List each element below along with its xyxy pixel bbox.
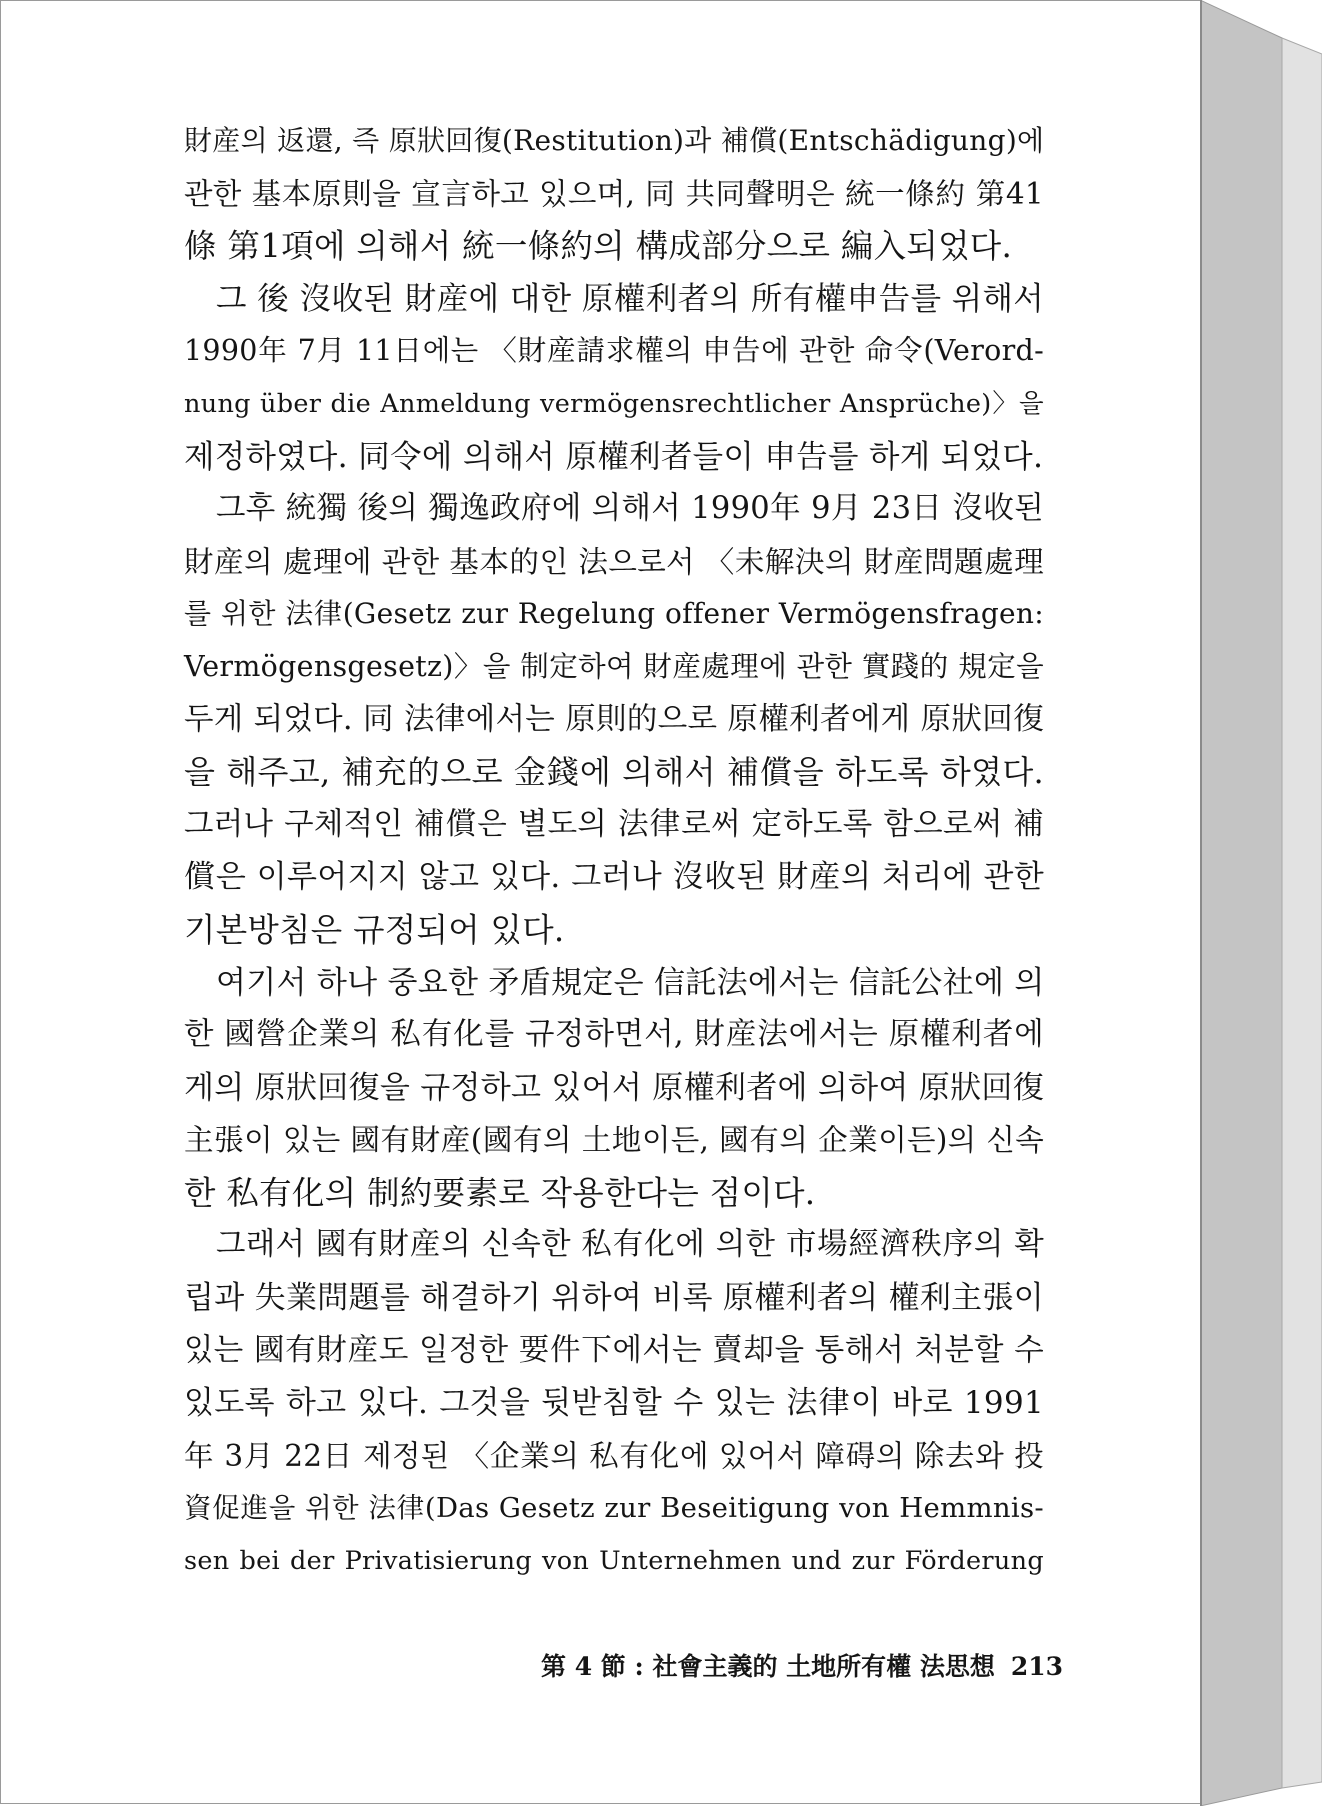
text-line: 있는 國有財産도 일정한 要件下에서는 賣却을 통해서 처분할 수 <box>184 1332 1044 1368</box>
text-line: 두게 되었다. 同 法律에서는 原則的으로 原權利者에게 原狀回復 <box>184 701 1044 737</box>
paragraph <box>184 957 1044 1220</box>
paragraph <box>184 483 1044 956</box>
text-line: 기본방침은 규정되어 있다. <box>184 910 565 949</box>
text-line: 主張이 있는 國有財産(國有의 土地이든, 國有의 企業이든)의 신속 <box>184 1123 1044 1158</box>
text-line: 한 國營企業의 私有化를 규정하면서, 財産法에서는 原權利者에 <box>184 1017 1044 1053</box>
text-line: 그래서 國有財産의 신속한 私有化에 의한 市場經濟秩序의 확 <box>216 1227 1044 1263</box>
text-line: 관한 基本原則을 宣言하고 있으며, 同 共同聲明은 統一條約 第41 <box>184 176 1044 211</box>
text-line: 年 3月 22日 제정된 〈企業의 私有化에 있어서 障碍의 除去와 投 <box>184 1438 1044 1473</box>
text-line: 립과 失業問題를 해결하기 위하여 비록 原權利者의 權利主張이 <box>184 1280 1044 1317</box>
paragraph <box>184 115 1044 273</box>
text-line: 있도록 하고 있다. 그것을 뒷받침할 수 있는 法律이 바로 1991 <box>184 1385 1044 1422</box>
text-line: 財産의 處理에 관한 基本的인 法으로서 〈未解決의 財産問題處理 <box>184 544 1044 579</box>
text-line: 를 위한 法律(Gesetz zur Regelung offener Vermögensfragen: <box>184 597 1044 631</box>
paragraph <box>184 273 1044 483</box>
paragraph <box>184 1219 1044 1587</box>
text-line: 을 해주고, 補充的으로 金錢에 의해서 補償을 하도록 하였다. <box>184 753 1044 792</box>
text-line: 條 第1項에 의해서 統一條約의 構成部分으로 編入되었다. <box>184 227 1013 266</box>
text-line: 1990年 7月 11日에는 〈財産請求權의 申告에 관한 命令(Verord- <box>184 334 1044 368</box>
text-line: 한 私有化의 制約要素로 작용한다는 점이다. <box>184 1173 816 1212</box>
page-number: 213 <box>1010 1652 1064 1681</box>
text-line: 償은 이루어지지 않고 있다. 그러나 沒收된 財産의 처리에 관한 <box>184 859 1044 896</box>
text-line: Vermögensgesetz)〉을 制定하여 財産處理에 관한 實踐的 規定을 <box>184 649 1044 683</box>
text-line: sen bei der Privatisierung von Unternehmen und zur Förderung <box>184 1546 1044 1577</box>
book-edge-3d <box>1200 0 1322 1806</box>
body-text <box>184 115 1044 1588</box>
text-line: 그 後 沒收된 財産에 대한 原權利者의 所有權申告를 위해서 <box>216 280 1044 317</box>
text-line: 그러나 구체적인 補償은 별도의 法律로써 定하도록 함으로써 補 <box>184 806 1044 842</box>
text-line: 제정하였다. 同令에 의해서 原權利者들이 申告를 하게 되었다. <box>184 438 1044 475</box>
text-line: 여기서 하나 중요한 矛盾規定은 信託法에서는 信託公社에 의 <box>216 964 1045 1001</box>
text-line: 그후 統獨 後의 獨逸政府에 의해서 1990年 9月 23日 沒收된 <box>216 491 1044 527</box>
running-title: 第 4 節 : 社會主義的 土地所有權 法思想 <box>541 1652 995 1681</box>
text-line: nung über die Anmeldung vermögensrechtlicher Ansprüche)〉을 <box>184 388 1044 419</box>
running-footer <box>541 1647 1064 1683</box>
text-line: 게의 原狀回復을 규정하고 있어서 原權利者에 의하여 原狀回復 <box>184 1069 1044 1106</box>
text-line: 財産의 返還, 즉 原狀回復(Restitution)과 補償(Entschädigung)에 <box>184 124 1045 157</box>
text-line: 資促進을 위한 法律(Das Gesetz zur Beseitigung von Hemmnis- <box>184 1492 1044 1525</box>
